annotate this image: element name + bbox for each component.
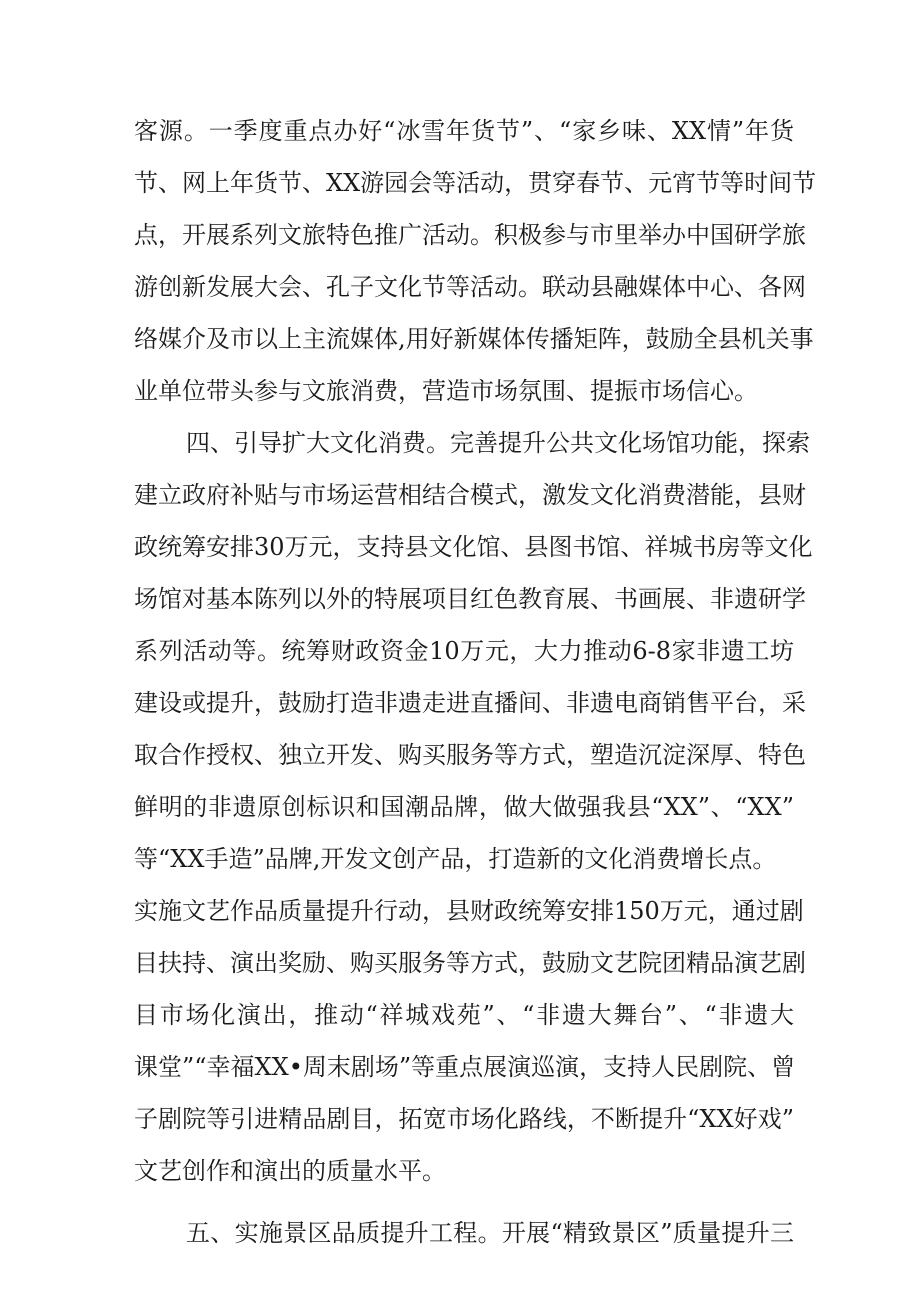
text-line: 文艺创作和演出的质量水平。 (134, 1157, 446, 1185)
text-line: 客源。一季度重点办好“冰雪年货节”、“家乡味、XX情”年货 (134, 117, 794, 145)
text-line: 鲜明的非遗原创标识和国潮品牌，做大做强我县“XX”、“XX” (134, 793, 794, 821)
text-line: 点，开展系列文旅特色推广活动。积极参与市里举办中国研学旅 (134, 221, 806, 249)
text-line: 取合作授权、独立开发、购买服务等方式，塑造沉淀深厚、特色 (134, 741, 806, 769)
text-line: 系列活动等。统筹财政资金10万元，大力推动6-8家非遗工坊 (134, 637, 794, 665)
text-line: 课堂”“幸福XX•周末剧场”等重点展演巡演，支持人民剧院、曾 (134, 1053, 796, 1081)
text-line: 子剧院等引进精品剧目，拓宽市场化路线，不断提升“XX好戏” (134, 1105, 794, 1133)
text-line: 游创新发展大会、孔子文化节等活动。联动县融媒体中心、各网 (134, 273, 806, 301)
text-line: 政统筹安排30万元，支持县文化馆、县图书馆、祥城书房等文化 (134, 533, 813, 561)
text-line: 业单位带头参与文旅消费，营造市场氛围、提振市场信心。 (134, 377, 758, 405)
text-line: 建设或提升，鼓励打造非遗走进直播间、非遗电商销售平台，采 (134, 689, 806, 717)
text-line: 建立政府补贴与市场运营相结合模式，激发文化消费潜能，县财 (134, 481, 806, 509)
text-line: 络媒介及市以上主流媒体,用好新媒体传播矩阵，鼓励全县机关事 (134, 325, 814, 353)
text-line: 等“XX手造”品牌,开发文创产品，打造新的文化消费增长点。 (134, 845, 777, 873)
paragraph-heading-line: 四、引导扩大文化消费。完善提升公共文化场馆功能，探索 (186, 429, 810, 457)
text-line: 目扶持、演出奖励、购买服务等方式，鼓励文艺院团精品演艺剧 (134, 949, 806, 977)
text-line: 实施文艺作品质量提升行动，县财政统筹安排150万元，通过剧 (134, 897, 804, 925)
paragraph-heading-line: 五、实施景区品质提升工程。开展“精致景区”质量提升三 (186, 1219, 794, 1247)
text-line: 目市场化演出，推动“祥城戏苑”、“非遗大舞台”、“非遗大 (134, 1001, 794, 1029)
text-line: 场馆对基本陈列以外的特展项目红色教育展、书画展、非遗研学 (134, 585, 806, 613)
text-line: 节、网上年货节、XX游园会等活动，贯穿春节、元宵节等时间节 (134, 169, 817, 197)
